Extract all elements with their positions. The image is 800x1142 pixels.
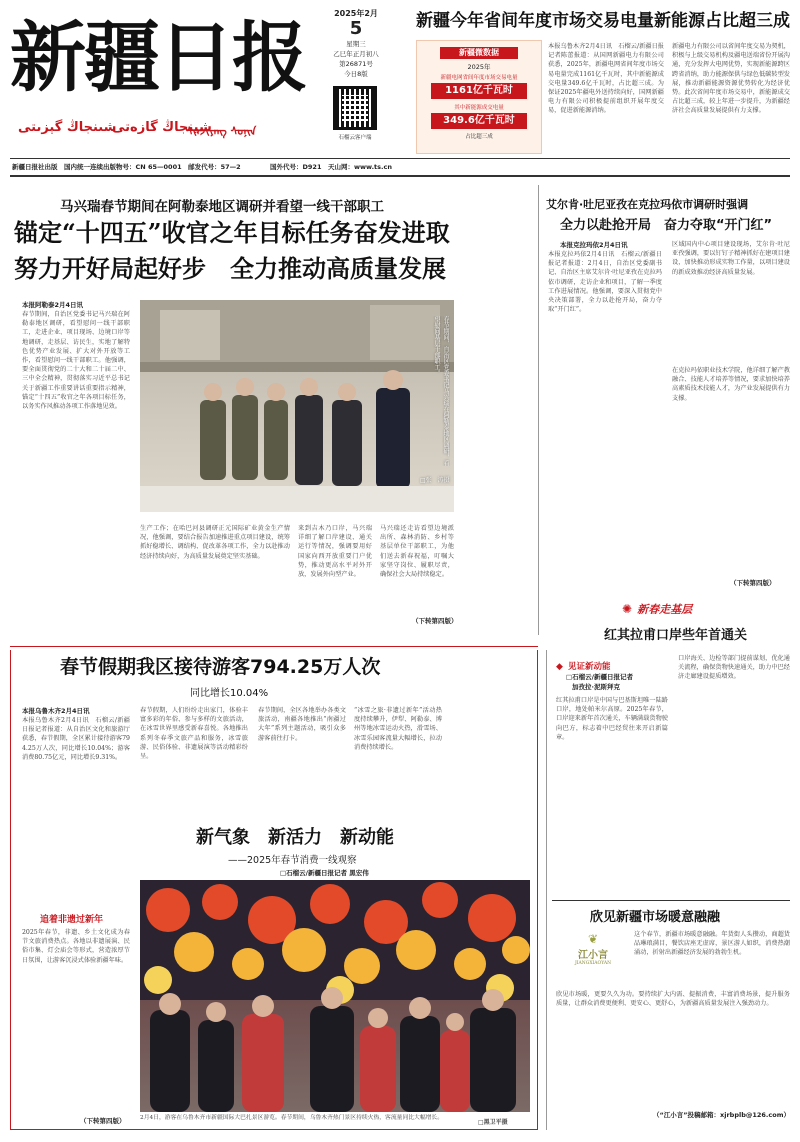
date-day: 5 [349, 18, 363, 39]
infobox-value1: 1161亿千瓦时 [431, 83, 527, 99]
top-headline: 新疆今年省间年度市场交易电量新能源占比超三成 [416, 11, 790, 31]
tourism-subhead: 同比增长10.04% [190, 688, 269, 699]
lead-text-a: 春节期间，自治区党委书记马兴瑞在阿勒泰地区调研，看望慰问一线干部职工，走进企业、项目现场、边境口岸等地调研，走基层、访民生，实地了解特色优势产业发展、扩大对外开放等工作，看望慰问一线干部职工。他强调，要全面贯彻党的二十大和二十届二中、三中全会精神，贯彻落实习近平总书记关于新疆工作重要讲话重要指示精神，锚定“十四五”收官之年各项目标任务，以务实作风推动各项工作落地见效。 [22, 311, 130, 411]
infobox-line3: 占比超三成 [465, 134, 493, 140]
spring-byline-1: □石榴云/新疆日报记者 [566, 673, 634, 681]
lead-photo-credit: □张 涛摄 [420, 477, 450, 484]
market-logo-sub: JIANGXIAOYAN [574, 961, 612, 966]
masthead-mongol: ᠰᠢᠨᠵᠢᠶᠠᠩ ᠰᠣᠨᠢᠨ [186, 125, 257, 138]
lead-headline-2: 努力开好局起好步 全力推动高质量发展 [14, 254, 446, 283]
divider [10, 175, 790, 177]
divider [538, 185, 539, 635]
top-story-text-a: 本报乌鲁木齐2月4日讯 石榴云/新疆日报记者陈蕾报道：从国网新疆电力有限公司获悉，2025年，新疆电网省间年度市场交易电量完成1161亿千瓦时，其中新能源成交电量349.6亿千瓦时，占比超三成。为保证2025年疆电外送持续向好，国网新疆电力有限公司积极提前组织开展年度交易，促进新能源消纳。 [548, 43, 664, 115]
consumption-photo-scene [140, 880, 530, 1112]
consumption-photo [140, 880, 530, 1112]
tourism-text-c: 春节期间，全区各地举办各类文旅活动，南疆各地推出“南疆过大年”系列主题活动，吸引众多游客前往打卡。 [258, 707, 346, 742]
market-logo-text: 江小言 [578, 950, 608, 961]
spring-byline-2: 加孜拉·泥斯拜克 [572, 683, 620, 691]
divider [10, 158, 790, 159]
tourism-text-d: “冰雪之旅·非遗过新年”活动热度持续攀升，伊犁、阿勒泰、博州等地冰雪运动火热，滑雪场、冰雪乐园客流量大幅增长，拉动消费持续增长。 [354, 707, 442, 751]
consumption-byline: □石榴云/新疆日报记者 黑宏伟 [280, 869, 369, 877]
market-text-b: 欣见市场暖，更要久久为功。要持续扩大内需、提振消费，丰富消费场景，提升服务质量，让群众消费更便利、更安心、更舒心，为新疆高质量发展注入强劲动力。 [556, 991, 790, 1008]
lead-headline-1: 锚定“十四五”收官之年目标任务奋发进取 [14, 218, 450, 247]
market-text-a: 这个春节，新疆市场暖意融融。年货街人头攒动，商超货品琳琅满目，餐饮店座无虚席，景区游人如织，消费热潮涌动，折射出新疆经济发展的勃勃生机。 [634, 931, 790, 957]
infobox-line2: 其中新能源成交电量 [454, 105, 504, 111]
issue-number: 第26871号 [339, 60, 373, 68]
lead-kicker: 马兴瑞春节期间在阿勒泰地区调研并看望一线干部职工 [60, 199, 384, 215]
spring-tag-label: 新春走基层 [637, 603, 693, 616]
lead-photo-scene [140, 300, 454, 512]
right-byline: 本报克拉玛依2月4日讯 [560, 241, 628, 249]
consumption-photo-credit: □黑卫平摄 [478, 1119, 508, 1126]
divider [10, 646, 538, 647]
lantern-icon: ◆ [556, 662, 563, 672]
lead-photo-caption: 春节期间，自治区党委书记马兴瑞在阿勒泰地区调研，看望慰问基层干部职工。 [433, 316, 449, 466]
masthead-kazakh: شينجاڭ گازەتى [112, 120, 212, 135]
spring-headline: 红其拉甫口岸些年首通关 [604, 628, 748, 643]
lead-continued: （下转第四版） [412, 617, 458, 625]
witness-label [556, 654, 611, 673]
consumption-subhead: ——2025年春节消费一线观察 [228, 855, 357, 866]
infobox-title: 新疆微数据 [440, 47, 518, 59]
market-logo [558, 932, 628, 976]
qr-caption: 石榴云客户端 [338, 135, 372, 141]
infobox-line1: 新疆电网省间年度市场交易电量 [440, 75, 518, 81]
lead-photo [140, 300, 454, 512]
market-footer: （“江小言”投稿邮箱：xjrbplb@126.com） [653, 1111, 790, 1119]
tourism-headline: 春节假期我区接待游客794.25万人次 [60, 656, 381, 678]
page-count: 今日8版 [344, 70, 368, 78]
right-text-c: 在克拉玛依职业技术学院，他详细了解产教融合、技能人才培养等情况，要求加快培养高素质技术技能人才，为产业发展提供有力支撑。 [672, 367, 790, 402]
data-infobox [416, 40, 542, 154]
weekday: 星期三 [346, 40, 366, 48]
tourism-byline: 本报乌鲁木齐2月4日讯 [22, 707, 90, 715]
tourism-text-b: 春节假期，人们纷纷走出家门，体验丰富多彩的年俗、参与多样的文旅活动，在冰雪世界里感受新春喜悦。各地推出系列冬春季文旅产品和服务，冰雪旅游、民俗体验、非遗展演等活动精彩纷呈。 [140, 707, 248, 761]
info-bar-left: 新疆日报社出版 国内统一连续出版物号：CN 65—0001 邮发代号：57—2 [12, 163, 241, 171]
infobox-value2: 349.6亿千瓦时 [431, 113, 527, 129]
witness-label-text: 见证新动能 [568, 662, 611, 672]
consumption-continued: （下转第四版） [80, 1117, 126, 1125]
tourism-folk-text: 2025年春节，非遗、乡土文化成为春节文旅消费热点。各地以非遗展演、民俗市集、灯会庙会等形式，营造浓厚节日氛围，让游客沉浸式体验新疆年味。 [22, 929, 130, 964]
tourism-text-a: 本报乌鲁木齐2月4日讯 石榴云/新疆日报记者报道：从自治区文化和旅游厅获悉，春节假期，全区累计接待游客794.25万人次，同比增长10.04%；游客消费80.75亿元，同比增长9.31%。 [22, 717, 130, 761]
infobox-subtitle: 2025年 [467, 63, 491, 71]
lead-text-c: 来到吉木乃口岸，马兴瑞详细了解口岸建设、通关运行等情况，强调要用好国家向西开放重要门户优势，推动更高水平对外开放，发展外向型产业。 [298, 525, 372, 579]
divider [552, 900, 790, 901]
consumption-headline: 新气象 新活力 新动能 [196, 827, 394, 848]
firework-icon: ✺ [622, 602, 633, 616]
consumption-photo-caption: 2月4日，游客在乌鲁木齐市新疆国际大巴扎景区游览。春节期间，乌鲁木齐热门景区持续火热，客流量同比大幅增长。 [140, 1115, 444, 1121]
date-year-month: 2025年2月 [334, 9, 378, 18]
spring-tag [622, 598, 692, 617]
info-bar-right: 国外代号：D921 天山网：www.ts.cn [270, 163, 392, 171]
top-story-text-b: 新疆电力有限公司以省间年度交易为契机，积极与上级交易机构及疆电送端省份开展沟通，充分发挥大电网优势，实现新能源跨区跨省消纳，助力能源保供与绿色低碳转型发展，推动新疆能源资源优势转化为经济优势。此次省间年度市场交易中，新能源成交占比超三成，较上年进一步提升，为新疆经济社会高质量发展提供有力支撑。 [672, 43, 790, 115]
right-text-a: 本报克拉玛依2月4日讯 石榴云/新疆日报记者报道：2月4日，自治区党委副书记、自治区主席艾尔肯·吐尼亚孜在克拉玛依市调研，走访企业和项目，了解一季度工作进展情况。他强调，要深入贯彻党中央决策部署，全力以赴抢开局，奋力夺取“开门红”。 [548, 251, 662, 314]
lead-text-d: 马兴瑞还走访看望边境派出所、森林消防、乡村等基层单位干部职工，为他们送去新春祝福，叮嘱大家坚守岗位、履职尽责，确保社会大局持续稳定。 [380, 525, 454, 579]
qr-code [333, 86, 377, 130]
masthead-uyghur: شىنجاڭ گېزىتى [18, 120, 117, 135]
divider [546, 650, 547, 1130]
tourism-subtitle: 追着非遗过新年 [40, 915, 104, 925]
lead-text-b: 生产工作；在哈巴河县调研正元国际矿业黄金生产情况，他强调，要结合报告加速推进重点项目建设，统筹抓好稳增长、调结构、促改革各项工作，全力以赴推动经济持续向好，为高质量发展奠定坚实基础。 [140, 525, 290, 560]
right-text-b: 区域国内中心项目建设现场，艾尔肯·吐尼亚孜强调，要以钉钉子精神抓好在建项目建设，加快推动形成实物工作量，以项目建设的新成效推动经济高质量发展。 [672, 241, 790, 276]
masthead-title: 新疆日报 [10, 13, 306, 102]
right-headline: 全力以赴抢开局 奋力夺取“开门红” [560, 218, 773, 233]
lead-byline: 本报阿勒泰2月4日讯 [22, 301, 84, 309]
port-text-b: 口岸海关、边检等部门提前谋划，优化通关流程，确保货物快速通关，助力中巴经济走廊建设提质增效。 [678, 655, 790, 681]
market-headline: 欣见新疆市场暖意融融 [590, 910, 721, 925]
port-text-a: 红其拉甫口岸是中国与巴基斯坦唯一陆路口岸，地处帕米尔高原。2025年春节，口岸迎来新年首次通关，车辆满载货物驶向巴方，标志着中巴经贸往来开启新篇章。 [556, 697, 668, 741]
right-continued: （下转第四版） [730, 579, 776, 587]
issue-date [326, 8, 386, 79]
lunar-date: 乙巳年正月初八 [333, 50, 379, 58]
right-kicker: 艾尔肯·吐尼亚孜在克拉玛依市调研时强调 [546, 198, 749, 211]
leaf-icon: ❦ [587, 932, 599, 946]
